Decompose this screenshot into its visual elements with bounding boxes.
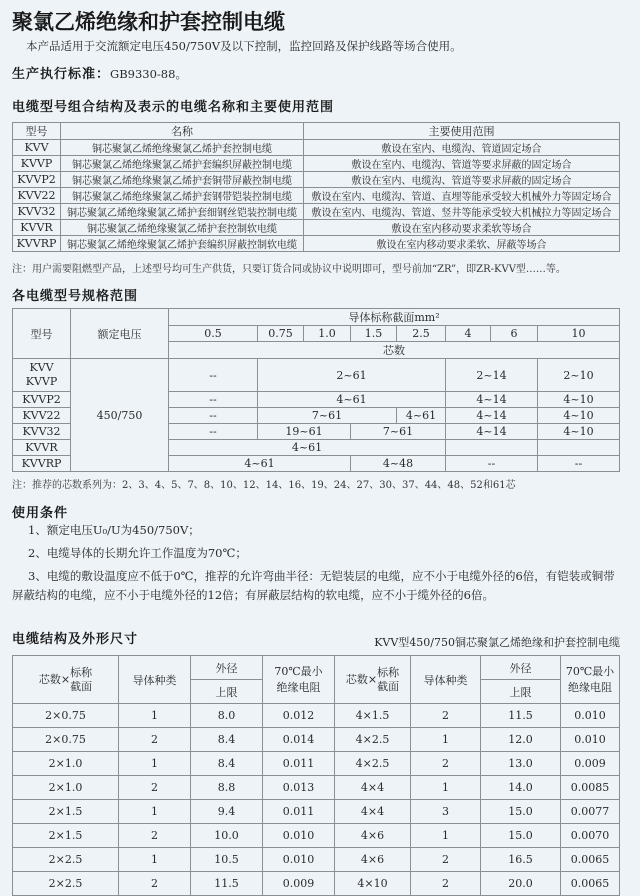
conductor-type-cell: 2 — [119, 872, 191, 896]
cores-section-cell: 2×2.5 — [13, 872, 119, 896]
usage-cell: 敷设在室内移动要求柔软等场合 — [304, 220, 620, 236]
model-cell: KVV22 — [13, 408, 71, 424]
insulation-resistance-cell: 0.010 — [561, 728, 620, 752]
header-section: 截面 — [377, 679, 400, 693]
conductor-type-cell: 2 — [411, 872, 481, 896]
cores-section-cell: 4×6 — [335, 824, 411, 848]
insulation-resistance-cell: 0.010 — [263, 848, 335, 872]
header-cores-nominal — [70, 666, 92, 694]
usage-cell: 敷设在室内、电缆沟、管道、竖井等能承受较大机械拉力等固定场合 — [304, 204, 620, 220]
insulation-resistance-cell: 0.011 — [263, 800, 335, 824]
model-cell: KVVRP — [13, 236, 61, 252]
range-cell: 4~61 — [258, 392, 446, 408]
conductor-type-cell: 2 — [411, 704, 481, 728]
table-row — [13, 824, 620, 848]
conductor-type-cell: 2 — [411, 752, 481, 776]
header-section: 截面 — [70, 679, 93, 693]
outer-diameter-cell: 10.0 — [191, 824, 263, 848]
model-cell: KVVR — [13, 440, 71, 456]
header-cores-times: 芯数× — [38, 672, 71, 686]
range-cell: 2~61 — [258, 359, 446, 392]
table-row — [13, 848, 620, 872]
outer-diameter-cell: 8.4 — [191, 728, 263, 752]
column-header: 名称 — [61, 123, 304, 140]
usage-cell: 敷设在室内移动要求柔软、屏蔽等场合 — [304, 236, 620, 252]
outer-diameter-cell: 8.4 — [191, 752, 263, 776]
header-nominal: 标称 — [70, 665, 93, 679]
name-cell: 铜芯聚氯乙烯绝缘聚氯乙烯护套钢带铠装控制电缆 — [61, 188, 304, 204]
header-res-line1: 70℃最小 — [565, 664, 615, 678]
header-conductor-type: 导体种类 — [119, 656, 191, 704]
outer-diameter-cell: 8.8 — [191, 776, 263, 800]
usage-cell: 敷设在室内、电缆沟、管道等要求屏蔽的固定场合 — [304, 172, 620, 188]
range-cell: -- — [446, 456, 538, 472]
insulation-resistance-cell: 0.013 — [263, 776, 335, 800]
table-row — [13, 776, 620, 800]
range-cell: 2~14 — [446, 359, 538, 392]
model-cell: KVVP2 — [13, 172, 61, 188]
conductor-type-cell: 2 — [411, 848, 481, 872]
outer-diameter-cell: 11.5 — [481, 704, 561, 728]
cores-section-cell: 4×4 — [335, 800, 411, 824]
table-row — [13, 872, 620, 896]
insulation-resistance-cell: 0.010 — [263, 824, 335, 848]
usage-cell: 敷设在室内、电缆沟、管道等要求屏蔽的固定场合 — [304, 156, 620, 172]
cores-section-cell: 4×2.5 — [335, 752, 411, 776]
section1-title: 电缆型号组合结构及表示的电缆名称和主要使用范围 — [12, 100, 335, 115]
conductor-type-cell: 1 — [411, 728, 481, 752]
header-resistance — [263, 656, 335, 704]
name-cell: 铜芯聚氯乙烯绝缘聚氯乙烯护套控制软电缆 — [61, 220, 304, 236]
cores-section-cell: 2×2.5 — [13, 848, 119, 872]
range-cell: 4~10 — [538, 408, 620, 424]
standard-value: GB9330-88。 — [110, 67, 187, 81]
usage-cell: 敷设在室内、电缆沟、管道固定场合 — [304, 140, 620, 156]
size-cell: 10 — [538, 326, 620, 342]
cores-section-cell: 4×2.5 — [335, 728, 411, 752]
cores-section-cell: 4×10 — [335, 872, 411, 896]
section2-title: 各电缆型号规格范围 — [12, 289, 139, 304]
model-cell: KVV — [13, 140, 61, 156]
conductor-type-cell: 2 — [119, 824, 191, 848]
model-cell: KVV32 — [13, 204, 61, 220]
table-row — [13, 704, 620, 728]
insulation-resistance-cell: 0.011 — [263, 752, 335, 776]
voltage-cell: 450/750 — [71, 359, 169, 472]
cores-section-cell: 2×1.5 — [13, 800, 119, 824]
header-cores-times: 芯数× — [345, 672, 378, 686]
range-cell: 7~61 — [258, 408, 397, 424]
table-row — [13, 800, 620, 824]
spec-range-table — [12, 308, 620, 472]
usage-cell: 敷设在室内、电缆沟、管道、直埋等能承受较大机械外力等固定场合 — [304, 188, 620, 204]
model-cell: KVV22 — [13, 188, 61, 204]
header-upper-limit: 上限 — [481, 680, 561, 704]
model-table — [12, 122, 620, 252]
outer-diameter-cell: 12.0 — [481, 728, 561, 752]
cores-section-cell: 2×0.75 — [13, 728, 119, 752]
outer-diameter-cell: 20.0 — [481, 872, 561, 896]
cores-section-cell: 4×4 — [335, 776, 411, 800]
range-cell: 19~61 — [258, 424, 351, 440]
section4-title: 电缆结构及外形尺寸 — [12, 632, 139, 647]
range-cell: 4~14 — [446, 392, 538, 408]
section1-note: 注：用户需要阻燃型产品，上述型号均可生产供货，只要订货合同或协议中说明即可，型号前加“ZR”，即ZR-KVV型……等。 — [12, 264, 566, 275]
table-row — [13, 140, 620, 156]
insulation-resistance-cell: 0.0085 — [561, 776, 620, 800]
cores-section-cell: 2×1.0 — [13, 776, 119, 800]
name-cell: 铜芯聚氯乙烯绝缘聚氯乙烯护套细钢丝铠装控制电缆 — [61, 204, 304, 220]
outer-diameter-cell: 10.5 — [191, 848, 263, 872]
page-title: 聚氯乙烯绝缘和护套控制电缆 — [12, 10, 285, 34]
size-cell: 0.5 — [169, 326, 258, 342]
empty-cell — [538, 440, 620, 456]
conductor-type-cell: 1 — [119, 704, 191, 728]
insulation-resistance-cell: 0.009 — [263, 872, 335, 896]
range-cell: -- — [169, 392, 258, 408]
header-row — [13, 123, 620, 140]
header-cores — [335, 656, 411, 704]
size-cell: 2.5 — [397, 326, 446, 342]
intro-text: 本产品适用于交流额定电压450/750V及以下控制，监控回路及保护线路等场合使用。 — [26, 39, 462, 53]
standard-label: 生产执行标准： — [12, 67, 111, 82]
header-outer-diameter: 外径 — [481, 656, 561, 680]
model-kvvp: KVVP — [25, 375, 58, 388]
name-cell: 铜芯聚氯乙烯绝缘聚氯乙烯护套编织屏蔽控制软电缆 — [61, 236, 304, 252]
empty-cell — [446, 440, 538, 456]
table-row — [13, 728, 620, 752]
insulation-resistance-cell: 0.014 — [263, 728, 335, 752]
table-row — [13, 188, 620, 204]
model-cell: KVVR — [13, 220, 61, 236]
table-row — [13, 172, 620, 188]
name-cell: 铜芯聚氯乙烯绝缘聚氯乙烯护套控制电缆 — [61, 140, 304, 156]
insulation-resistance-cell: 0.0065 — [561, 872, 620, 896]
conductor-type-cell: 1 — [119, 848, 191, 872]
outer-diameter-cell: 15.0 — [481, 824, 561, 848]
condition-1: 1、额定电压U₀/U为450/750V； — [28, 523, 200, 537]
model-cell: KVVP — [13, 156, 61, 172]
cores-section-cell: 2×1.5 — [13, 824, 119, 848]
conductor-type-cell: 1 — [119, 752, 191, 776]
range-cell: 7~61 — [351, 424, 446, 440]
condition-2: 2、电缆导体的长期允许工作温度为70℃； — [28, 546, 247, 560]
range-cell: 4~61 — [169, 440, 446, 456]
header-cores-nominal — [377, 666, 399, 694]
insulation-resistance-cell: 0.010 — [561, 704, 620, 728]
header-upper-limit: 上限 — [191, 680, 263, 704]
conductor-type-cell: 1 — [119, 800, 191, 824]
conductor-type-cell: 2 — [119, 728, 191, 752]
conductor-type-cell: 1 — [411, 824, 481, 848]
header-model: 型号 — [13, 309, 71, 359]
column-header: 型号 — [13, 123, 61, 140]
insulation-resistance-cell: 0.0070 — [561, 824, 620, 848]
size-cell: 4 — [446, 326, 491, 342]
outer-diameter-cell: 14.0 — [481, 776, 561, 800]
size-cell: 0.75 — [258, 326, 304, 342]
dimension-table — [12, 655, 620, 896]
header-cores — [13, 656, 119, 704]
range-cell: 4~14 — [446, 408, 538, 424]
cores-section-cell: 2×1.0 — [13, 752, 119, 776]
condition-3: 3、电缆的敷设温度应不低于0℃，推荐的允许弯曲半径：无铠装层的电缆，应不小于电缆外径的6倍，有铠装或铜带屏蔽结构的电缆，应不小于电缆外径的12倍；有屏蔽层结构的软电缆，应不小于缆外径的6倍。 — [12, 569, 615, 602]
insulation-resistance-cell: 0.012 — [263, 704, 335, 728]
table-row — [13, 752, 620, 776]
cores-section-cell: 4×6 — [335, 848, 411, 872]
cores-section-cell: 2×0.75 — [13, 704, 119, 728]
section3-title: 使用条件 — [12, 506, 69, 521]
header-outer-diameter: 外径 — [191, 656, 263, 680]
header-res-line1: 70℃最小 — [274, 664, 323, 678]
range-cell: 4~61 — [397, 408, 446, 424]
header-section: 导体标称截面mm² — [169, 309, 620, 326]
conductor-type-cell: 1 — [411, 776, 481, 800]
range-cell: -- — [169, 408, 258, 424]
table-row — [13, 220, 620, 236]
header-row — [13, 656, 620, 680]
header-res-line2: 绝缘电阻 — [276, 680, 321, 694]
header-conductor-type: 导体种类 — [411, 656, 481, 704]
model-kvv: KVV — [29, 361, 54, 374]
insulation-resistance-cell: 0.009 — [561, 752, 620, 776]
conductor-type-cell: 3 — [411, 800, 481, 824]
conductor-type-cell: 2 — [119, 776, 191, 800]
range-cell: 4~10 — [538, 392, 620, 408]
insulation-resistance-cell: 0.0065 — [561, 848, 620, 872]
range-cell: -- — [538, 456, 620, 472]
header-resistance — [561, 656, 620, 704]
table-row — [13, 236, 620, 252]
header-res-line2: 绝缘电阻 — [568, 680, 612, 694]
table-row — [13, 204, 620, 220]
size-cell: 6 — [491, 326, 538, 342]
name-cell: 铜芯聚氯乙烯绝缘聚氯乙烯护套铜带屏蔽控制电缆 — [61, 172, 304, 188]
header-voltage: 额定电压 — [71, 309, 169, 359]
model-cell: KVV32 — [13, 424, 71, 440]
header-nominal: 标称 — [377, 665, 400, 679]
size-cell: 1.5 — [351, 326, 397, 342]
range-cell: 2~10 — [538, 359, 620, 392]
outer-diameter-cell: 9.4 — [191, 800, 263, 824]
cores-section-cell: 4×1.5 — [335, 704, 411, 728]
section2-note: 注：推荐的芯数系列为：2、3、4、5、7、8、10、12、14、16、19、24、27、30、37、44、48、52和61芯 — [12, 480, 516, 491]
model-cell: KVVRP — [13, 456, 71, 472]
outer-diameter-cell: 11.5 — [191, 872, 263, 896]
range-cell: -- — [169, 359, 258, 392]
section4-subtitle: KVV型450/750铜芯聚氯乙烯绝缘和护套控制电缆 — [374, 636, 620, 649]
range-cell: 4~10 — [538, 424, 620, 440]
outer-diameter-cell: 13.0 — [481, 752, 561, 776]
table-row — [13, 156, 620, 172]
model-cell: KVVP2 — [13, 392, 71, 408]
outer-diameter-cell: 8.0 — [191, 704, 263, 728]
model-cell — [13, 359, 71, 392]
outer-diameter-cell: 15.0 — [481, 800, 561, 824]
range-cell: 4~48 — [351, 456, 446, 472]
header-cores: 芯数 — [169, 342, 620, 359]
range-cell: 4~14 — [446, 424, 538, 440]
outer-diameter-cell: 16.5 — [481, 848, 561, 872]
standard-line — [12, 63, 187, 82]
size-cell: 1.0 — [304, 326, 351, 342]
range-cell: -- — [169, 424, 258, 440]
column-header: 主要使用范围 — [304, 123, 620, 140]
range-cell: 4~61 — [169, 456, 351, 472]
name-cell: 铜芯聚氯乙烯绝缘聚氯乙烯护套编织屏蔽控制电缆 — [61, 156, 304, 172]
insulation-resistance-cell: 0.0077 — [561, 800, 620, 824]
